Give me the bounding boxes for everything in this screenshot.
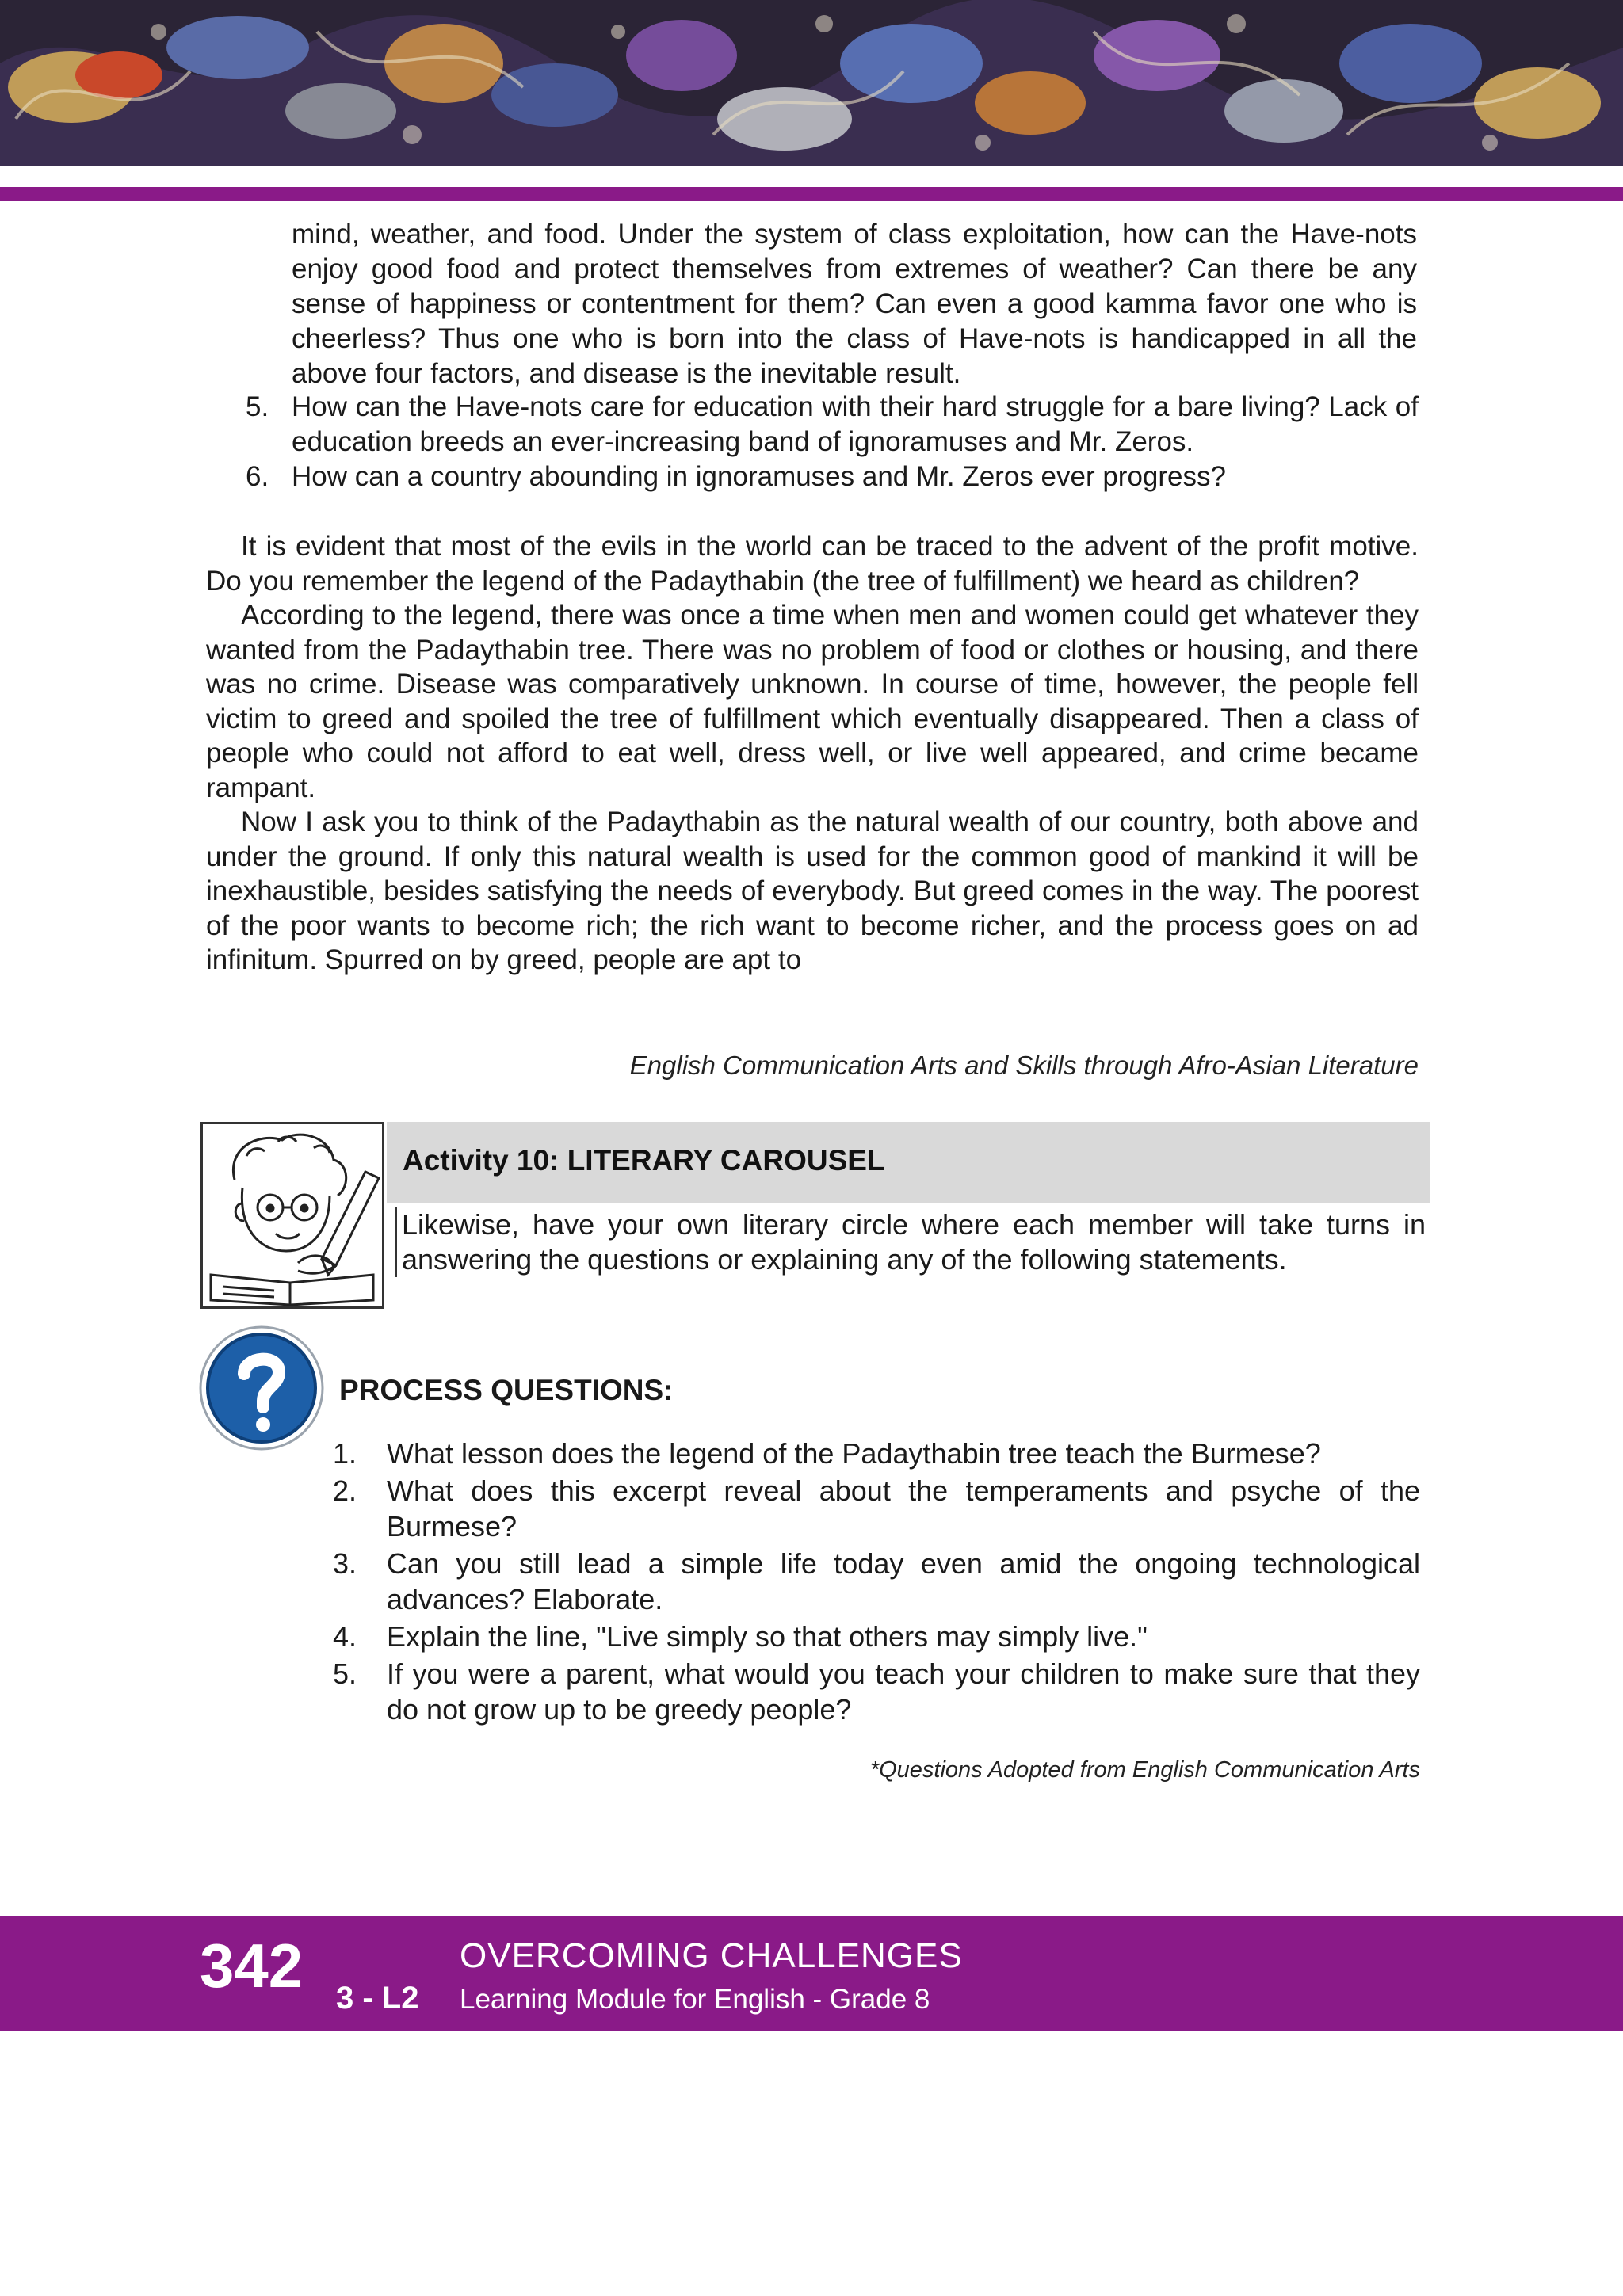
paragraph: According to the legend, there was once a time when men and women could get whatever they wanted from the Padaythabin tree. There was no problem of food or clothes or housing, and there was no crime. Disease was comparatively unknown. In course of time, however, the people fell victim to greed and spoiled the tree of fulfillment which eventually disappeared. Then a class of people who could not afford to eat well, dress well, or live well appeared, and crime became rampant.: [206, 600, 1419, 803]
list-item: [246, 460, 1419, 494]
process-questions-list: [333, 1436, 1420, 1729]
body-paragraphs: [206, 529, 1419, 978]
item-number: 6.: [246, 461, 269, 492]
paragraph-text: mind, weather, and food. Under the system of class exploitation, how can the Have-nots enjoy good food and protect themselves from extremes of weather? Can there be any sense of happiness or contentment for them? Can even a good kamma favor one who is cheerless? Thus one who is born into the class of Have-nots is handicapped in all the above four factors, and disease is the inevitable result.: [292, 219, 1417, 389]
question-text: Explain the line, "Live simply so that others may simply live.": [387, 1620, 1148, 1653]
student-writing-illustration: [200, 1122, 384, 1309]
batik-banner-image: [0, 0, 1623, 166]
question-number: 2.: [333, 1474, 357, 1507]
question-item: [333, 1656, 1420, 1727]
question-text: What does this excerpt reveal about the temperaments and psyche of the Burmese?: [387, 1474, 1420, 1543]
process-questions-heading: PROCESS QUESTIONS:: [339, 1374, 674, 1406]
module-code: 3 - L2: [336, 1981, 419, 2016]
numbered-list: [246, 390, 1419, 494]
page-footer: [0, 1916, 1623, 2031]
questions-source-note: *Questions Adopted from English Communication Arts: [869, 1757, 1420, 1783]
list-item: [246, 390, 1419, 460]
question-text: What lesson does the legend of the Padaythabin tree teach the Burmese?: [387, 1437, 1321, 1470]
question-item: [333, 1436, 1420, 1471]
activity-title: Activity 10: LITERARY CAROUSEL: [403, 1144, 885, 1177]
question-item: [333, 1473, 1420, 1544]
question-mark-icon: [198, 1325, 325, 1451]
paragraph: Now I ask you to think of the Padaythabin as the natural wealth of our country, both above and under the ground. If only this natural wealth is used for the common good of mankind it will be inexhaustible, besides satisfying the needs of everybody. But greed comes in the way. The poorest of the poor wants to become rich; the rich want to become richer, and the process goes on ad infinitum. Spurred on by greed, people are apt to: [206, 807, 1419, 975]
item-text: How can a country abounding in ignoramuses and Mr. Zeros ever progress?: [292, 461, 1226, 492]
question-item: [333, 1546, 1420, 1617]
continued-paragraph: [292, 217, 1417, 391]
item-number: 5.: [246, 391, 269, 422]
question-number: 1.: [333, 1437, 357, 1470]
page-number: 342: [200, 1931, 304, 2000]
unit-title: OVERCOMING CHALLENGES: [460, 1936, 963, 1975]
question-number: 4.: [333, 1620, 357, 1653]
paragraph: It is evident that most of the evils in the world can be traced to the advent of the profit motive. Do you remember the legend of the Padaythabin (the tree of fulfillment) we heard as children?: [206, 531, 1419, 597]
source-citation: English Communication Arts and Skills through Afro-Asian Literature: [629, 1051, 1419, 1080]
question-text: If you were a parent, what would you teach your children to make sure that they do not grow up to be greedy people?: [387, 1657, 1420, 1726]
question-item: [333, 1619, 1420, 1654]
question-number: 5.: [333, 1657, 357, 1690]
top-accent-rule: [0, 187, 1623, 201]
activity-description: Likewise, have your own literary circle where each member will take turns in answering the questions or explaining any of the following statements.: [395, 1207, 1426, 1277]
item-text: How can the Have-nots care for education with their hard struggle for a bare living? Lack of education breeds an ever-increasing band of ignoramuses and Mr. Zeros.: [292, 391, 1419, 457]
question-number: 3.: [333, 1547, 357, 1580]
question-text: Can you still lead a simple life today even amid the ongoing technological advances? Elaborate.: [387, 1547, 1420, 1615]
module-subtitle: Learning Module for English - Grade 8: [460, 1984, 930, 2015]
